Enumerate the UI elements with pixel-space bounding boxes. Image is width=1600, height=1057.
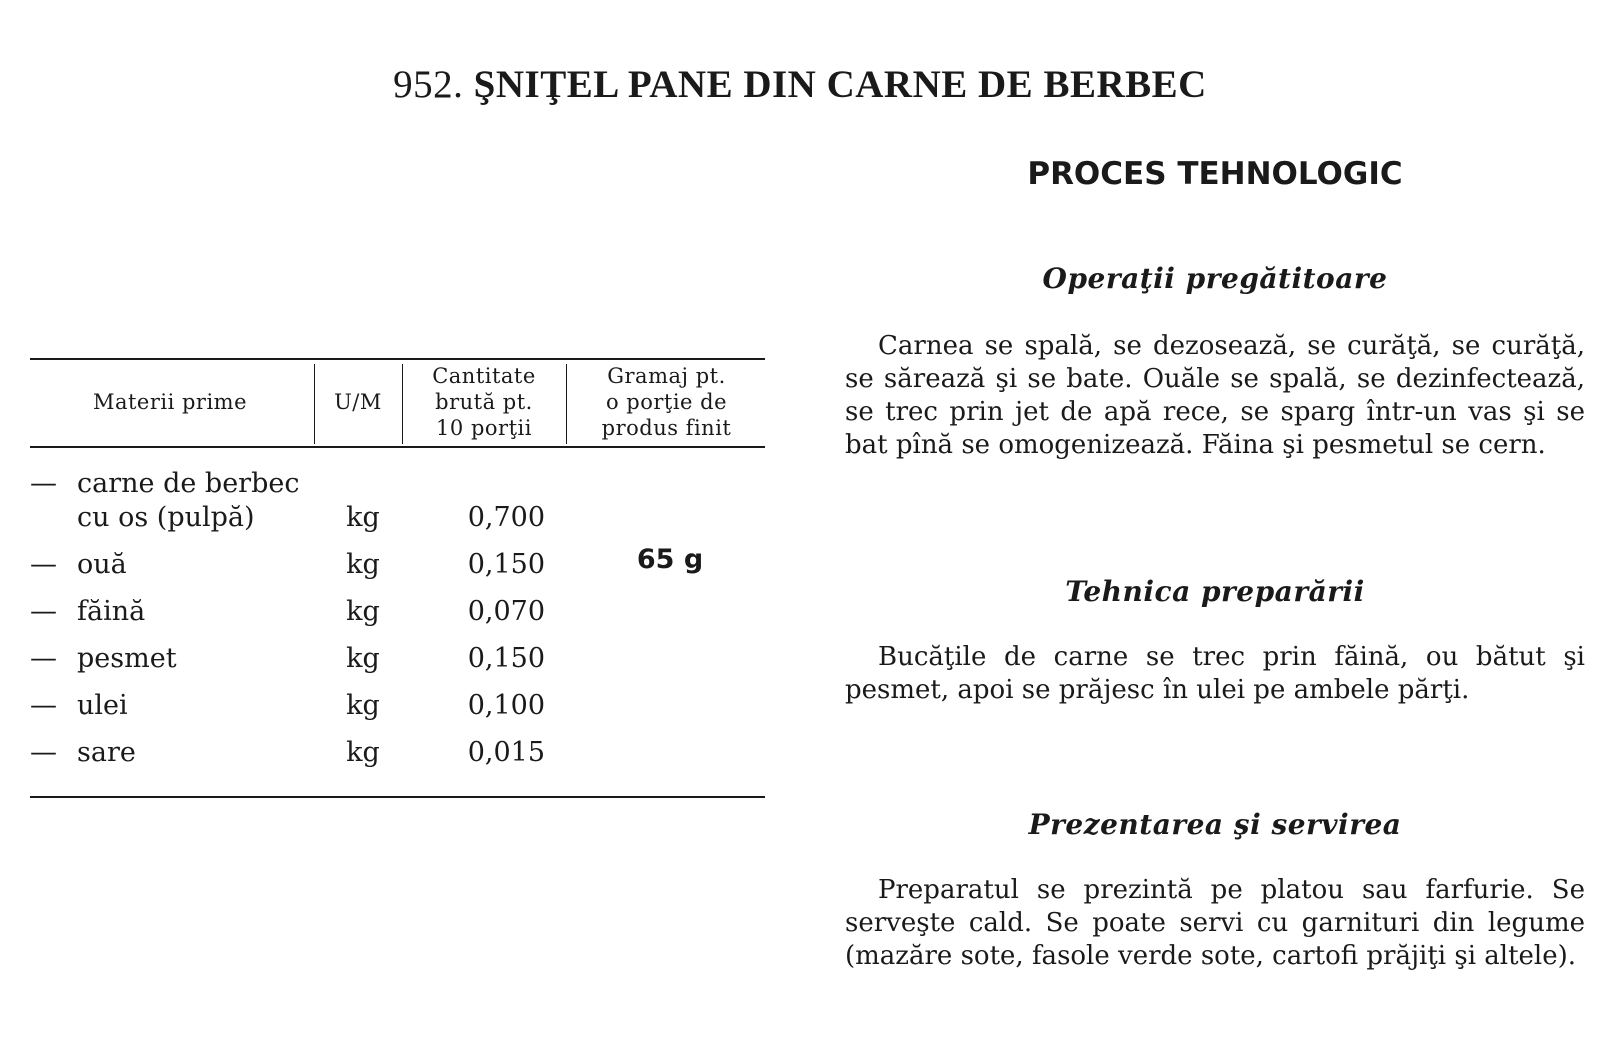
page-title: [0, 62, 1600, 107]
row-dash: —: [30, 737, 57, 768]
ingredient-quantity: 0,070: [467, 596, 545, 627]
ingredient-name: ouă: [77, 549, 127, 580]
ingredient-unit: kg: [346, 643, 380, 674]
portion-weight: 65 g: [636, 544, 704, 575]
recipe-number: 952.: [393, 63, 464, 106]
process-title: PROCES TEHNOLOGIC: [1027, 156, 1403, 192]
header-quantity-line: brută pt.: [435, 390, 533, 414]
section-text-preparation: Carnea se spală, se dezosează, se curăţă, se curăţă, se sărează şi se bate. Ouăle se spală, se dezinfectează, se trec prin jet de apă rece, se sparg într-un vas şi se bat pînă se omogenizează. Făina şi pesmetul se cern.: [845, 331, 1585, 460]
ingredient-quantity: 0,150: [467, 643, 545, 674]
column-separator: [566, 364, 567, 444]
header-portion: [568, 364, 765, 440]
row-dash: —: [30, 549, 57, 580]
column-separator: [314, 364, 315, 444]
ingredient-quantity: 0,100: [467, 690, 545, 721]
ingredient-name: cu os (pulpă): [77, 502, 255, 533]
section-text-serving: Preparatul se prezintă pe platou sau farfurie. Se serveşte cald. Se poate servi cu garnituri din legume (mazăre sote, fasole verde sote, cartofi prăjiţi şi altele).: [845, 875, 1585, 971]
ingredient-name: pesmet: [77, 643, 177, 674]
table-bottom-rule: [30, 796, 765, 798]
ingredient-quantity: 0,015: [467, 737, 545, 768]
ingredient-quantity: 0,700: [467, 502, 545, 533]
table-row: [30, 502, 765, 542]
header-portion-line: produs finit: [601, 416, 732, 440]
header-materials: Materii prime: [92, 390, 248, 414]
header-unit: U/M: [334, 390, 382, 414]
ingredient-unit: kg: [346, 502, 380, 533]
ingredient-unit: kg: [346, 690, 380, 721]
header-portion-line: Gramaj pt.: [607, 364, 726, 388]
section-heading-technique: Tehnica preparării: [1065, 575, 1365, 608]
section-heading-serving: Prezentarea şi servirea: [1028, 808, 1402, 841]
ingredient-name: făină: [77, 596, 146, 627]
row-dash: —: [30, 690, 57, 721]
table-row: [30, 596, 765, 636]
ingredient-unit: kg: [346, 549, 380, 580]
table-row: [30, 643, 765, 683]
ingredient-name: carne de berbec: [77, 468, 300, 499]
row-dash: —: [30, 643, 57, 674]
row-dash: —: [30, 468, 57, 499]
ingredient-quantity: 0,150: [467, 549, 545, 580]
table-row: [30, 690, 765, 730]
header-quantity: [404, 364, 564, 440]
ingredient-name: sare: [77, 737, 136, 768]
header-portion-line: o porţie de: [605, 390, 728, 414]
header-quantity-line: Cantitate: [432, 364, 536, 388]
column-separator: [402, 364, 403, 444]
ingredient-name: ulei: [77, 690, 128, 721]
header-quantity-line: 10 porţii: [436, 416, 532, 440]
section-heading-preparation: Operaţii pregătitoare: [1042, 262, 1388, 295]
table-top-rule: [30, 358, 765, 360]
ingredient-unit: kg: [346, 596, 380, 627]
header-bottom-rule: [30, 446, 765, 448]
table-row: [30, 737, 765, 777]
section-text-technique: Bucăţile de carne se trec prin făină, ou bătut şi pesmet, apoi se prăjesc în ulei pe ambele părţi.: [845, 642, 1585, 705]
ingredient-unit: kg: [346, 737, 380, 768]
recipe-title: ŞNIŢEL PANE DIN CARNE DE BERBEC: [473, 63, 1207, 106]
row-dash: —: [30, 596, 57, 627]
